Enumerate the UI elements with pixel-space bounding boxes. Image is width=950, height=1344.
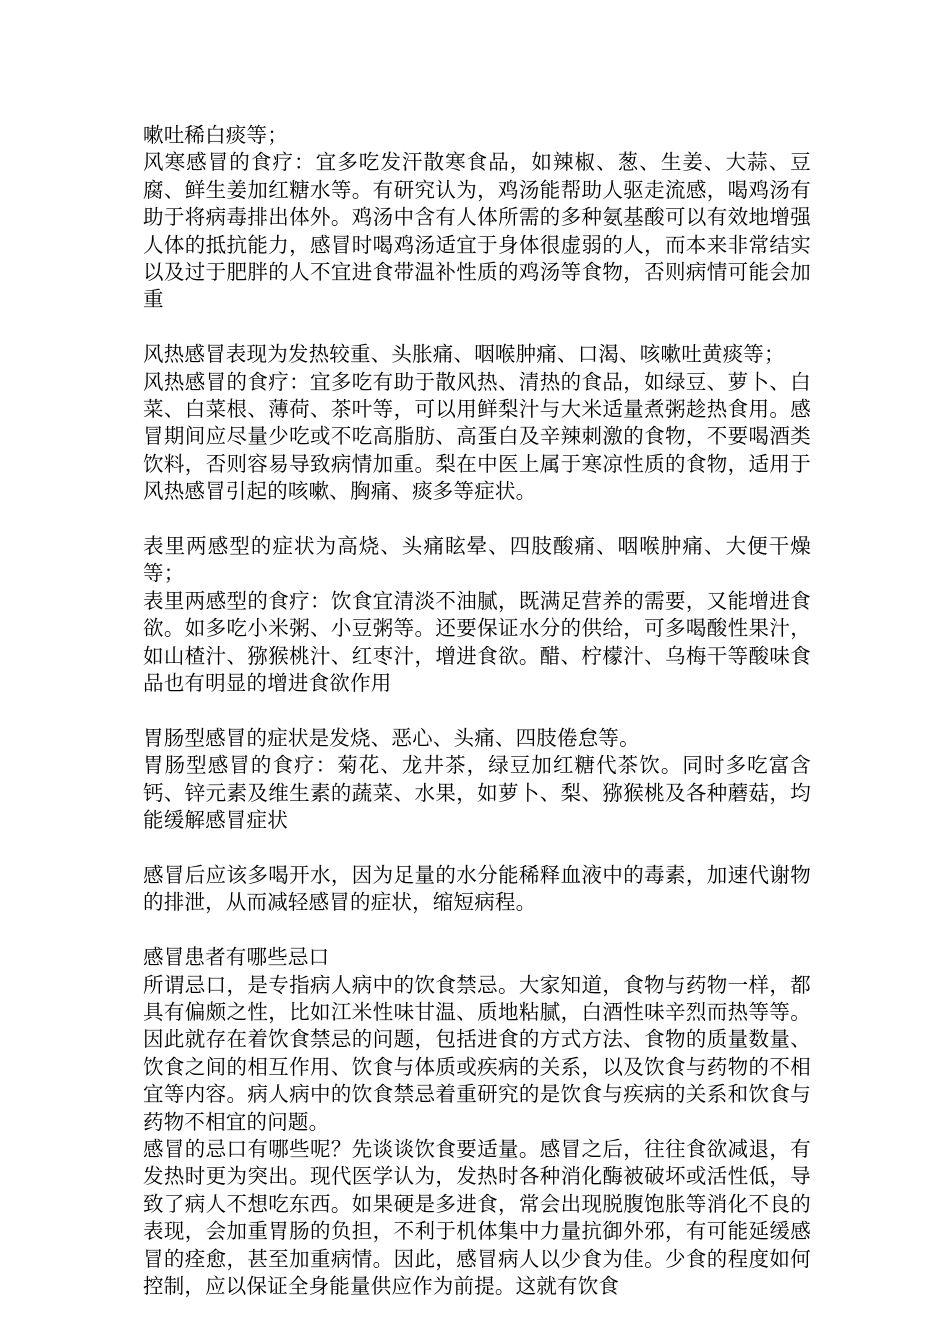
paragraph-9: 感冒后应该多喝开水，因为足量的水分能稀释血液中的毒素，加速代谢物的排泄，从而减轻感冒的症状，缩短病程。 [143,862,811,915]
blank-line [143,917,811,944]
paragraph-7: 胃肠型感冒的症状是发烧、恶心、头痛、四肢倦怠等。 [143,725,640,750]
paragraph-6: 表里两感型的食疗：饮食宜清淡不油腻，既满足营养的需要，又能增进食欲。如多吃小米粥、小豆粥等。还要保证水分的供给，可多喝酸性果汁，如山楂汁、猕猴桃汁、红枣汁，增进食欲。醋、柠檬汁、乌梅干等酸味食品也有明显的增进食欲作用 [143,588,811,696]
paragraph-8: 胃肠型感冒的食疗：菊花、龙井茶，绿豆加红糖代茶饮。同时多吃富含钙、锌元素及维生素的蔬菜、水果，如萝卜、梨、猕猴桃及各种蘑菇，均能缓解感冒症状 [143,753,811,833]
paragraph-3: 风热感冒表现为发热较重、头胀痛、咽喉肿痛、口渴、咳嗽吐黄痰等； [143,342,785,367]
blank-line [143,835,811,862]
document-body [143,122,811,1300]
blank-line [143,506,811,533]
paragraph-1: 嗽吐稀白痰等； [143,123,288,147]
paragraph-4: 风热感冒的食疗：宜多吃有助于散风热、清热的食品，如绿豆、萝卜、白菜、白菜根、薄荷、茶叶等，可以用鲜梨汁与大米适量煮粥趁热食用。感冒期间应尽量少吃或不吃高脂肪、高蛋白及辛辣刺激的食物，不要喝酒类饮料，否则容易导致病情加重。梨在中医上属于寒凉性质的食物，适用于风热感冒引起的咳嗽、胸痛、痰多等症状。 [143,369,811,504]
paragraph-2: 风寒感冒的食疗：宜多吃发汗散寒食品，如辣椒、葱、生姜、大蒜、豆腐、鲜生姜加红糖水等。有研究认为，鸡汤能帮助人驱走流感，喝鸡汤有助于将病毒排出体外。鸡汤中含有人体所需的多种氨基酸可以有效地增强人体的抵抗能力，感冒时喝鸡汤适宜于身体很虚弱的人，而本来非常结实以及过于肥胖的人不宜进食带温补性质的鸡汤等食物，否则病情可能会加重 [143,150,811,312]
blank-line [143,314,811,341]
blank-line [143,698,811,725]
paragraph-10: 所谓忌口，是专指病人病中的饮食禁忌。大家知道，食物与药物一样，都具有偏颇之性，比如江米性味甘温、质地粘腻，白酒性味辛烈而热等等。因此就存在着饮食禁忌的问题，包括进食的方式方法、食物的质量数量、饮食之间的相互作用、饮食与体质或疾病的关系，以及饮食与药物的不相宜等内容。病人病中的饮食禁忌着重研究的是饮食与疾病的关系和饮食与药物不相宜的问题。 [143,972,811,1134]
paragraph-5: 表里两感型的症状为高烧、头痛眩晕、四肢酸痛、咽喉肿痛、大便干燥等； [143,534,811,586]
paragraph-11: 感冒的忌口有哪些呢？先谈谈饮食要适量。感冒之后，往往食欲减退，有发热时更为突出。现代医学认为，发热时各种消化酶被破坏或活性低，导致了病人不想吃东西。如果硬是多进食，常会出现脱腹饱胀等消化不良的表现，会加重胃肠的负担，不利于机体集中力量抗御外邪，有可能延缓感冒的痊愈，甚至加重病情。因此，感冒病人以少食为佳。少食的程度如何控制，应以保证全身能量供应作为前提。这就有饮食 [143,1136,811,1298]
section-heading: 感冒患者有哪些忌口 [143,945,330,970]
